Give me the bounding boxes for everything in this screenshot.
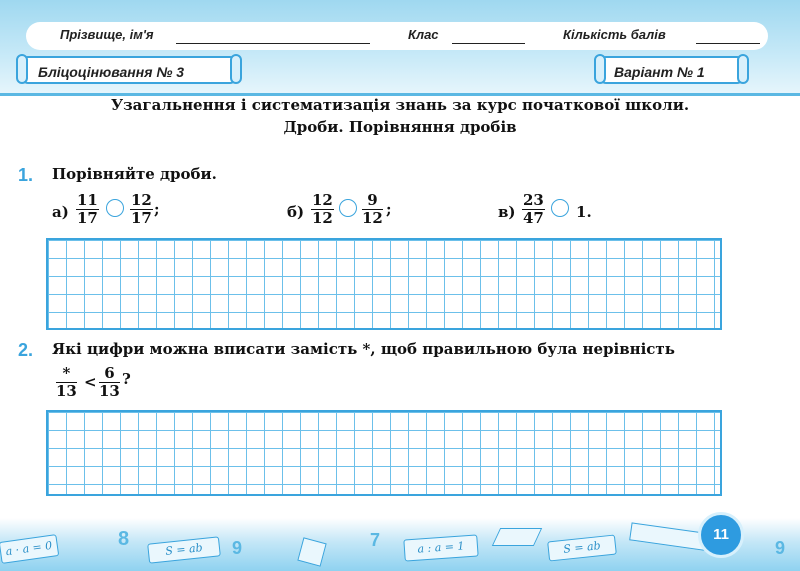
scroll-cap-left xyxy=(16,54,28,84)
task1-number: 1. xyxy=(18,165,34,185)
task2-text: Які цифри можна вписати замість *, щоб правильною була нерівність xyxy=(52,340,675,358)
formula-card-icon: a : a = 1 xyxy=(403,534,478,561)
page-number: 11 xyxy=(698,512,744,558)
fraction: $\frac{12}{12}$ xyxy=(312,191,333,227)
prism-icon xyxy=(492,528,542,546)
task1-text: Порівняйте дроби. xyxy=(52,165,217,183)
test-tab-label: Бліцоцінювання № 3 xyxy=(38,64,185,80)
scroll-cap-right xyxy=(737,54,749,84)
formula-card-icon: S = ab xyxy=(547,535,617,562)
test-tab xyxy=(22,56,236,84)
comparison-circle-c[interactable] xyxy=(551,199,569,217)
name-field[interactable] xyxy=(176,43,370,44)
less-than-sign: < xyxy=(84,373,97,391)
score-field[interactable] xyxy=(696,43,760,44)
page-title xyxy=(0,94,800,138)
fraction: $\frac{6}{13}$ xyxy=(99,364,120,400)
digit-seven-icon: 7 xyxy=(370,530,381,550)
task2-number: 2. xyxy=(18,340,34,360)
question-mark: ? xyxy=(122,370,131,388)
task1-a-label: а) xyxy=(52,203,69,221)
scroll-cap-left xyxy=(594,54,606,84)
digit-nine-icon: 9 xyxy=(775,538,786,558)
separator: ; xyxy=(386,200,392,218)
name-label: Прізвище, ім'я xyxy=(60,27,154,42)
class-label: Клас xyxy=(408,27,439,42)
digit-nine-icon: 9 xyxy=(232,538,243,558)
separator: ; xyxy=(154,200,160,218)
answer-grid-1[interactable] xyxy=(46,238,722,330)
score-label: Кількість балів xyxy=(563,27,666,42)
formula-card-icon: a · a = 0 xyxy=(0,534,59,564)
task1-b-label: б) xyxy=(287,203,305,221)
fraction: $\frac{12}{17}$ xyxy=(131,191,152,227)
fraction: * 13 xyxy=(56,364,77,400)
title-line-1: Узагальнення і систематизація знань за курс початкової школи. xyxy=(110,96,690,114)
fraction: $\frac{11}{17}$ xyxy=(77,191,98,227)
fraction: $\frac{9}{12}$ xyxy=(362,191,383,227)
comparison-circle-a[interactable] xyxy=(106,199,124,217)
scroll-cap-right xyxy=(230,54,242,84)
value-one: 1. xyxy=(576,203,592,221)
task1-c-label: в) xyxy=(498,203,516,221)
formula-card-icon: S = ab xyxy=(147,536,221,563)
comparison-circle-b[interactable] xyxy=(339,199,357,217)
answer-grid-2[interactable] xyxy=(46,410,722,496)
variant-tab-label: Варіант № 1 xyxy=(614,64,705,80)
variant-tab xyxy=(600,56,743,84)
class-field[interactable] xyxy=(452,43,525,44)
title-line-2: Дроби. Порівняння дробів xyxy=(283,118,517,136)
fraction: $\frac{23}{47}$ xyxy=(523,191,544,227)
digit-eight-icon: 8 xyxy=(118,528,130,550)
